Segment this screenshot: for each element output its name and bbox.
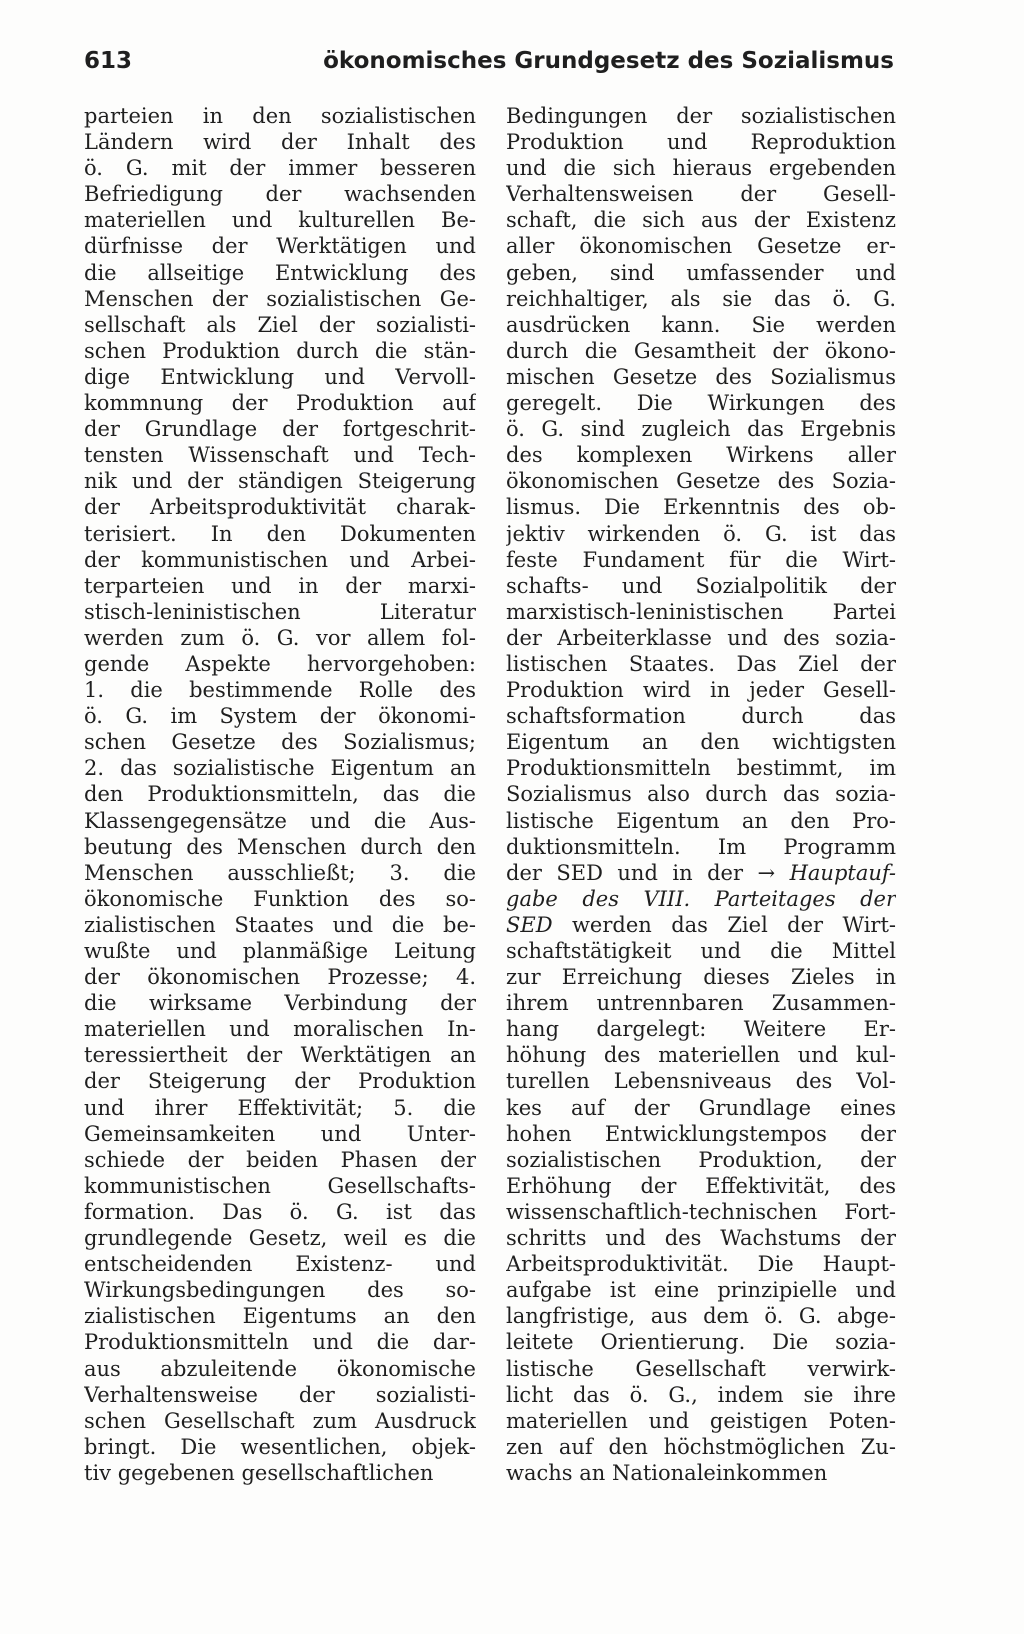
text-line: gabe des VIII. Parteitages der <box>506 886 896 911</box>
text-line: hohen Entwicklungstempos der <box>506 1121 896 1146</box>
page-header <box>84 48 894 88</box>
text-line: dürfnisse der Werktätigen und <box>84 234 476 259</box>
text-line: grundlegende Gesetz, weil es die <box>84 1226 476 1251</box>
text-line: Produktionsmitteln und die dar- <box>84 1330 476 1355</box>
text-line: und ihrer Effektivität; 5. die <box>84 1095 476 1120</box>
text-line: teressiertheit der Werktätigen an <box>84 1043 476 1068</box>
text-line: Produktion und Reproduktion <box>506 130 896 155</box>
text-line: formation. Das ö. G. ist das <box>84 1199 476 1224</box>
text-line: schen Gesellschaft zum Ausdruck <box>84 1408 476 1433</box>
text-line: schritts und des Wachstums der <box>506 1226 896 1251</box>
text-line: schiede der beiden Phasen der <box>84 1147 476 1172</box>
text-line: kommunistischen Gesellschafts- <box>84 1173 476 1198</box>
text-line: hang dargelegt: Weitere Er- <box>506 1017 896 1042</box>
cross-reference-link: Hauptauf- <box>789 860 896 885</box>
text-line: ö. G. im System der ökonomi- <box>84 704 476 729</box>
text-line: listische Gesellschaft verwirk- <box>506 1356 896 1381</box>
text-line: materiellen und moralischen In- <box>84 1017 476 1042</box>
text-line: durch die Gesamtheit der ökono- <box>506 338 896 363</box>
text-line: mischen Gesetze des Sozialismus <box>506 364 896 389</box>
text-line: turellen Lebensniveaus des Vol- <box>506 1069 896 1094</box>
text-line: ö. G. sind zugleich das Ergebnis <box>506 417 896 442</box>
text-line: bringt. Die wesentlichen, objek- <box>84 1434 476 1459</box>
text-line: 2. das sozialistische Eigentum an <box>84 756 476 781</box>
text-line: Menschen ausschließt; 3. die <box>84 860 476 885</box>
arrow-right-icon: → <box>757 860 776 885</box>
text-line: tiv gegebenen gesellschaftlichen <box>84 1460 434 1485</box>
text-line: licht das ö. G., indem sie ihre <box>506 1382 896 1407</box>
text-line: Ländern wird der Inhalt des <box>84 130 476 155</box>
text-line: Klassengegensätze und die Aus- <box>84 808 476 833</box>
text-line: duktionsmitteln. Im Programm <box>506 834 896 859</box>
text-line: kes auf der Grundlage eines <box>506 1095 896 1120</box>
running-head: ökonomisches Grundgesetz des Sozialismus <box>323 48 894 74</box>
text-line: zur Erreichung dieses Zieles in <box>506 965 896 990</box>
text-line: Produktion wird in jeder Gesell- <box>506 678 896 703</box>
text-line: Bedingungen der sozialistischen <box>506 104 896 128</box>
text-line: feste Fundament für die Wirt- <box>506 547 896 572</box>
text-line: reichhaltiger, als sie das ö. G. <box>506 286 896 311</box>
text-line: Wirkungsbedingungen des so- <box>84 1278 476 1303</box>
text-line: die wirksame Verbindung der <box>84 991 476 1016</box>
text-line: Verhaltensweisen der Gesell- <box>506 182 896 207</box>
text-line: zen auf den höchstmöglichen Zu- <box>506 1434 896 1459</box>
text-line: zialistischen Staates und die be- <box>84 912 476 937</box>
text-line <box>506 912 896 938</box>
text-line: schaftsformation durch das <box>506 704 896 729</box>
text-line: listische Eigentum an den Pro- <box>506 808 896 833</box>
text-line: geben, sind umfassender und <box>506 260 896 285</box>
text-line: Verhaltensweise der sozialisti- <box>84 1382 476 1407</box>
left-text-column <box>84 103 476 1486</box>
text-line: ö. G. mit der immer besseren <box>84 156 476 181</box>
text-line: und die sich hieraus ergebenden <box>506 156 896 181</box>
text-line: ökonomische Funktion des so- <box>84 886 476 911</box>
text-line: entscheidenden Existenz- und <box>84 1252 476 1277</box>
text-line: schaftstätigkeit und die Mittel <box>506 939 896 963</box>
text-line: der ökonomischen Prozesse; 4. <box>84 965 476 990</box>
text-line: wissenschaftlich-technischen Fort- <box>506 1199 896 1224</box>
text-line: ausdrücken kann. Sie werden <box>506 312 896 337</box>
text-line: der Arbeiterklasse und des sozia- <box>506 625 896 650</box>
text-line: die allseitige Entwicklung des <box>84 260 476 285</box>
text-line: tensten Wissenschaft und Tech- <box>84 443 476 468</box>
text-line: 1. die bestimmende Rolle des <box>84 678 476 703</box>
text-line: beutung des Menschen durch den <box>84 834 476 859</box>
text-line: Arbeitsproduktivität. Die Haupt- <box>506 1252 896 1277</box>
text-line: Eigentum an den wichtigsten <box>506 730 896 755</box>
text-line: listischen Staates. Das Ziel der <box>506 651 896 676</box>
text-fragment: der SED und in der <box>506 860 744 885</box>
text-line: schaft, die sich aus der Existenz <box>506 208 896 233</box>
text-line: sellschaft als Ziel der sozialisti- <box>84 312 476 337</box>
text-line: ihrem untrennbaren Zusammen- <box>506 991 896 1016</box>
text-line: schen Gesetze des Sozialismus; <box>84 730 476 755</box>
text-line: aufgabe ist eine prinzipielle und <box>506 1278 896 1303</box>
text-line: der Arbeitsproduktivität charak- <box>84 495 476 520</box>
text-line: materiellen und kulturellen Be- <box>84 208 476 233</box>
text-line: schen Produktion durch die stän- <box>84 338 476 363</box>
text-line: stisch-leninistischen Literatur <box>84 599 476 624</box>
text-line: wußte und planmäßige Leitung <box>84 939 476 963</box>
text-line: schafts- und Sozialpolitik der <box>506 573 896 598</box>
text-line: Erhöhung der Effektivität, des <box>506 1173 896 1198</box>
text-line: parteien in den sozialistischen <box>84 104 476 128</box>
text-line: aus abzuleitende ökonomische <box>84 1356 476 1381</box>
text-line: leitete Orientierung. Die sozia- <box>506 1330 896 1355</box>
text-line: terparteien und in der marxi- <box>84 573 476 598</box>
text-line: kommnung der Produktion auf <box>84 391 476 416</box>
text-line: Gemeinsamkeiten und Unter- <box>84 1121 476 1146</box>
text-line: dige Entwicklung und Vervoll- <box>84 364 476 389</box>
text-line: der kommunistischen und Arbei- <box>84 547 476 572</box>
text-line: zialistischen Eigentums an den <box>84 1304 476 1329</box>
text-line <box>506 860 896 886</box>
text-line: wachs an Nationaleinkommen <box>506 1460 828 1485</box>
text-line: langfristige, aus dem ö. G. abge- <box>506 1304 896 1329</box>
text-fragment: SED werden das Ziel der Wirt- <box>506 912 896 937</box>
text-line: Menschen der sozialistischen Ge- <box>84 286 476 311</box>
text-line: lismus. Die Erkenntnis des ob- <box>506 495 896 520</box>
text-line: sozialistischen Produktion, der <box>506 1147 896 1172</box>
text-line: jektiv wirkenden ö. G. ist das <box>506 521 896 546</box>
text-line: terisiert. In den Dokumenten <box>84 521 476 546</box>
text-line: den Produktionsmitteln, das die <box>84 782 476 807</box>
text-line: geregelt. Die Wirkungen des <box>506 391 896 416</box>
text-line: aller ökonomischen Gesetze er- <box>506 234 896 259</box>
text-line: Produktionsmitteln bestimmt, im <box>506 756 896 781</box>
page-number: 613 <box>84 48 133 74</box>
text-line: der Grundlage der fortgeschrit- <box>84 417 476 442</box>
text-line: nik und der ständigen Steigerung <box>84 469 476 494</box>
right-text-column <box>506 103 896 1486</box>
text-line: des komplexen Wirkens aller <box>506 443 896 468</box>
text-line: höhung des materiellen und kul- <box>506 1043 896 1068</box>
text-line: ökonomischen Gesetze des Sozia- <box>506 469 896 494</box>
text-line: der Steigerung der Produktion <box>84 1069 476 1094</box>
text-line: Befriedigung der wachsenden <box>84 182 476 207</box>
text-line: werden zum ö. G. vor allem fol- <box>84 625 476 650</box>
text-line: materiellen und geistigen Poten- <box>506 1408 896 1433</box>
text-line: Sozialismus also durch das sozia- <box>506 782 896 807</box>
text-line: gende Aspekte hervorgehoben: <box>84 651 476 676</box>
text-line: marxistisch-leninistischen Partei <box>506 599 896 624</box>
